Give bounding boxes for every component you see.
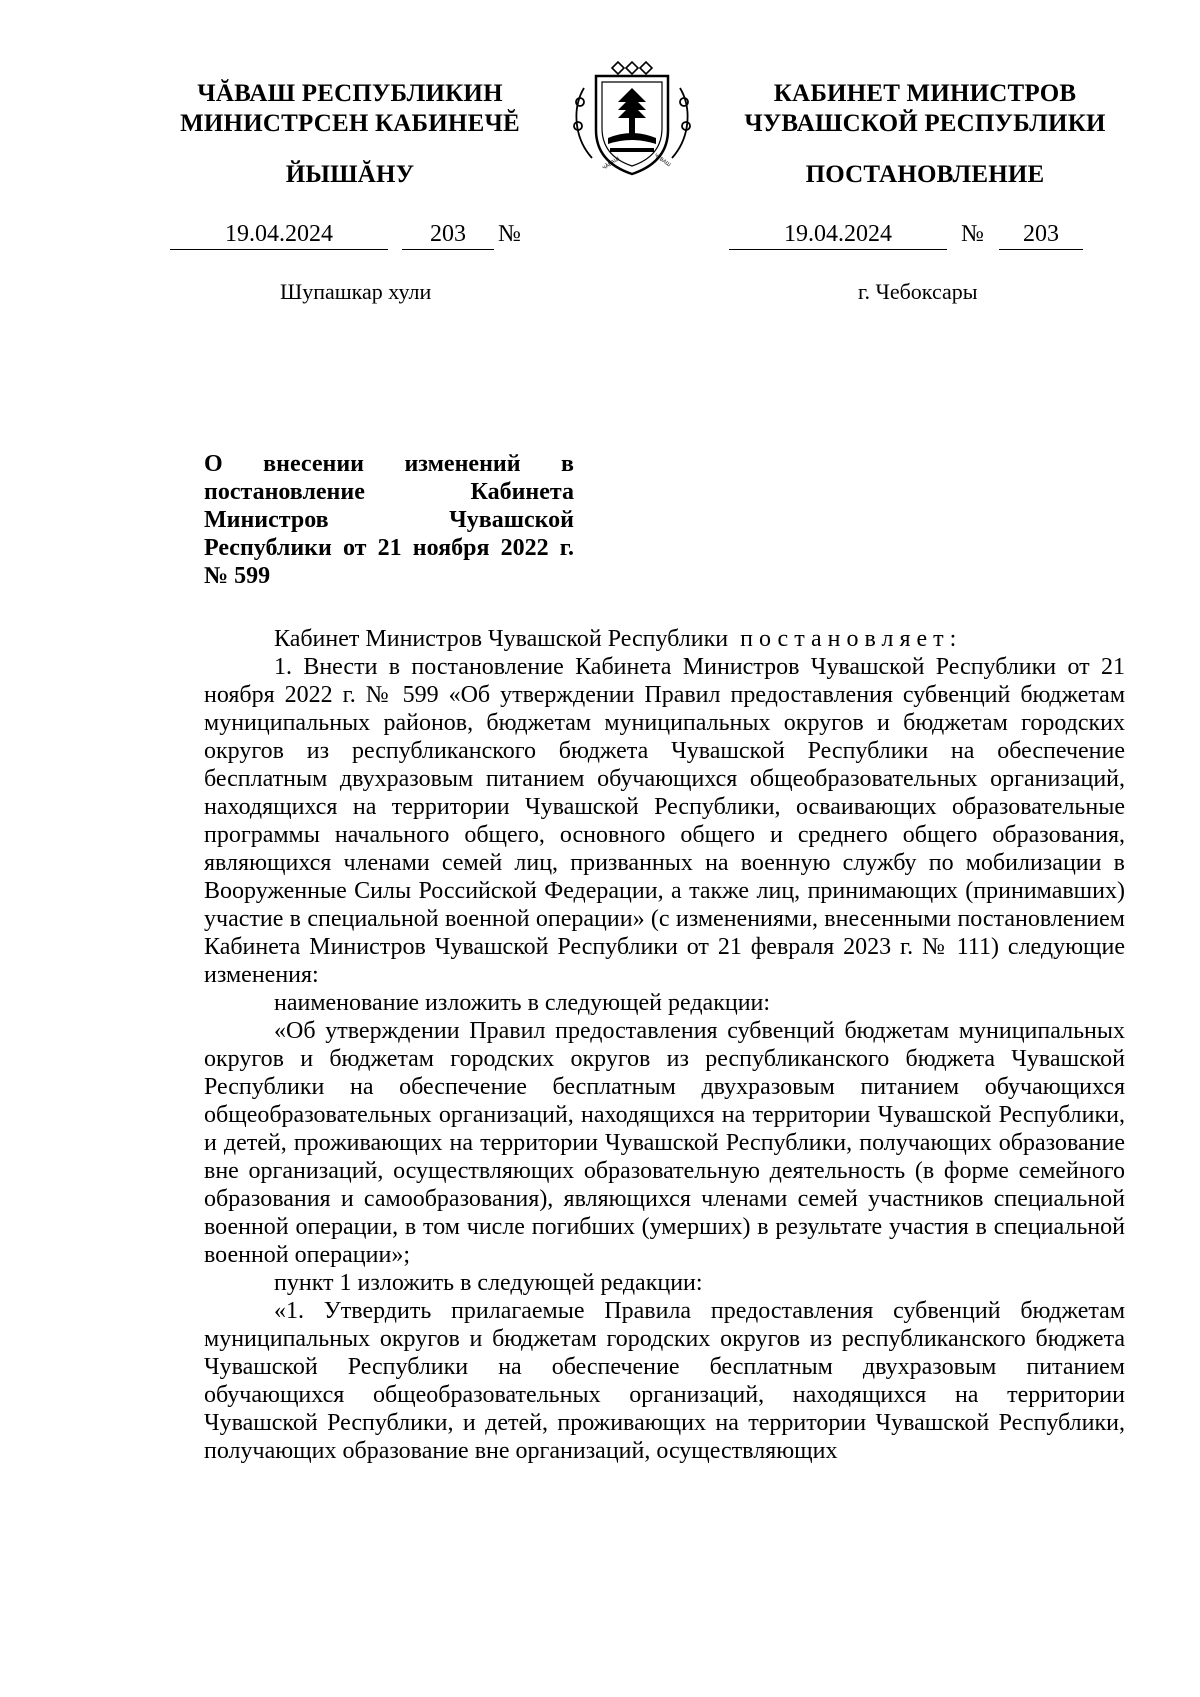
date-right: 19.04.2024	[729, 219, 947, 250]
header-right-line2: ЧУВАШСКОЙ РЕСПУБЛИКИ	[744, 110, 1106, 137]
date-number-right	[729, 219, 1129, 249]
number-sign-left: №	[498, 221, 521, 247]
header-left-line2: МИНИСТРСЕН КАБИНЕЧĔ	[180, 110, 520, 137]
date-number-left	[170, 219, 530, 249]
date-left: 19.04.2024	[170, 219, 388, 250]
body-paragraph-1: 1. Внести в постановление Кабинета Министров Чувашской Республики от 21 ноября 2022 г. № 599 «Об утверждении Правил предоставления субвенций бюджетам муниципальных районов, бюджетам муниципальных округов и бюджетам городских округов из республиканского бюджета Чувашской Республики на обеспечение бесплатным двухразовым питанием обучающихся общеобразовательных организаций, находящихся на территории Чувашской Республики, осваивающих образовательные программы начального общего, основного общего и среднего общего образования, являющихся членами семей лиц, призванных на военную службу по мобилизации в Вооруженные Силы Российской Федерации, а также лиц, принимающих (принимавших) участие в специальной военной операции» (с изменениями, внесенными постановлением Кабинета Министров Чувашской Республики от 21 февраля 2023 г. № 111) следующие изменения:	[204, 654, 1125, 988]
doc-type-left: ЙЫШĂНУ	[285, 161, 415, 188]
header-left	[170, 79, 530, 139]
header-left-line1: ЧĂВАШ РЕСПУБЛИКИН	[197, 80, 503, 107]
chuvash-coat-of-arms-icon	[566, 58, 698, 178]
intro-verb: постановляет:	[740, 626, 963, 652]
header-right-line1: КАБИНЕТ МИНИСТРОВ	[773, 80, 1077, 107]
number-right: 203	[999, 219, 1083, 250]
number-sign-right: №	[961, 221, 984, 247]
svg-text:ЧĂВАШ: ЧĂВАШ	[601, 155, 621, 172]
place-right: г. Чебоксары	[858, 279, 978, 304]
body-paragraph-4: пункт 1 изложить в следующей редакции:	[274, 1270, 703, 1296]
intro-text: Кабинет Министров Чувашской Республики	[274, 626, 729, 652]
number-left: 203	[402, 219, 494, 250]
svg-text:ЧУВАШ: ЧУВАШ	[652, 152, 672, 169]
body-paragraph-3: «Об утверждении Правил предоставления субвенций бюджетам муниципальных округов и бюджетам городских округов из республиканского бюджета Чувашской Республики на обеспечение бесплатным двухразовым питанием обучающихся общеобразовательных организаций, находящихся на территории Чувашской Республики, и детей, проживающих на территории Чувашской Республики, получающих образование вне организаций, осуществляющих образовательную деятельность (в форме семейного образования и самообразования), являющихся членами семей участников специальной военной операции, в том числе погибших (умерших) в результате участия в специальной военной операции»;	[204, 1018, 1125, 1268]
intro-paragraph	[204, 625, 1125, 653]
body-paragraph-2: наименование изложить в следующей редакции:	[274, 990, 771, 1016]
header-right	[720, 79, 1130, 139]
body-paragraph-5: «1. Утвердить прилагаемые Правила предоставления субвенций бюджетам муниципальных округов и бюджетам городских округов из республиканского бюджета Чувашской Республики на обеспечение бесплатным двухразовым питанием обучающихся общеобразовательных организаций, находящихся на территории Чувашской Республики, и детей, проживающих на территории Чувашской Республики, получающих образование вне организаций, осуществляющих	[204, 1298, 1125, 1464]
doc-type-right: ПОСТАНОВЛЕНИЕ	[805, 161, 1045, 188]
document-subject: О внесении изменений в постановление Кабинета Министров Чувашской Республики от 21 ноября 2022 г. № 599	[204, 451, 574, 589]
document-body	[204, 625, 1125, 1465]
place-left: Шупашкар хули	[280, 279, 432, 304]
